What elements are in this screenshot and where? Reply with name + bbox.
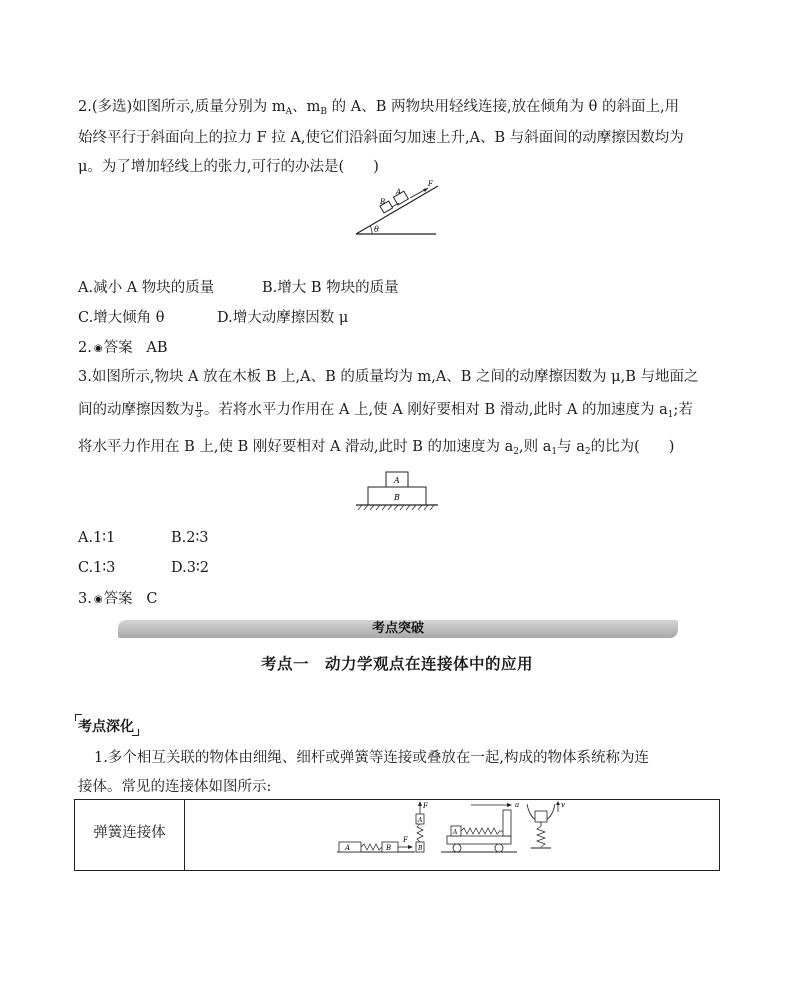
paragraph-line2: 接体。常见的连接体如图所示:: [78, 779, 272, 795]
banner-text: 考点突破: [371, 621, 424, 636]
q3-stem-line2: 间的动摩擦因数为 $\frac{\mu}{3}$ 。若将水平力作用在 A 上,使 A 刚好要相对 B 滑动,此时 A 的加速度为 $a_1$;若: [78, 400, 693, 420]
q2-option-a: A.减小 A 物块的质量: [78, 280, 215, 296]
svg-text:A: A: [418, 817, 423, 824]
bracket-right-icon: [132, 729, 139, 736]
svg-text:F: F: [403, 836, 408, 844]
paragraph-line1: 1.多个相互关联的物体由细绳、细杆或弹簧等连接或叠放在一起,构成的物体系统称为连: [94, 750, 649, 766]
q3-answer: 3. ◉答案 C: [78, 589, 158, 610]
section-banner: [118, 620, 678, 638]
q3-stem-line1: 3.如图所示,物块 A 放在木板 B 上,A、B 的质量均为 m,A、B 之间的动摩擦因数为 μ,B 与地面之: [78, 369, 699, 385]
svg-text:a: a: [515, 801, 520, 809]
svg-text:A: A: [453, 829, 458, 836]
q2-option-d: D.增大动摩擦因数 μ: [217, 310, 349, 326]
fraction-mu-over-3: $\frac{\mu}{3}$: [196, 400, 202, 420]
svg-text:B: B: [386, 844, 392, 852]
q3-stacked-blocks-figure: [354, 470, 440, 516]
q2-incline-figure: [350, 180, 440, 242]
q3-block-a-label: A: [394, 476, 400, 485]
q3-stem-line3: 将水平力作用在 B 上,使 B 刚好要相对 A 滑动,此时 B 的加速度为 $a_2$,则 $a_1$与 $a_2$的比为( ): [78, 439, 675, 457]
section-title: 考点一 动力学观点在连接体中的应用: [260, 655, 533, 673]
answer-marker-icon: ◉: [93, 343, 103, 354]
svg-text:v: v: [561, 801, 565, 809]
q3-block-b-label: B: [394, 493, 400, 502]
q3-option-b: B.2∶3: [171, 530, 209, 546]
q2-stem-line1: 2.(多选)如图所示,质量分别为 $m_A$、$m_B$ 的 A、B 两物块用轻线连接,放在倾角为 θ 的斜面上,用: [78, 99, 680, 117]
subsection-tag: 考点深化: [78, 716, 134, 736]
svg-text:A: A: [345, 844, 351, 852]
q2-theta-label: θ: [374, 225, 379, 234]
spring-connection-figures: [185, 800, 719, 866]
bracket-left-icon: [75, 714, 82, 721]
table-row: [75, 800, 720, 871]
q2-stem-line2: 始终平行于斜面向上的拉力 F 拉 A,使它们沿斜面匀加速上升,A、B 与斜面间的动摩擦因数均为: [78, 130, 684, 146]
svg-text:F: F: [423, 802, 428, 810]
q3-option-c: C.1∶3: [78, 560, 116, 576]
q2-block-b-label: B: [380, 198, 386, 206]
answer-marker-icon: ◉: [93, 594, 103, 605]
q3-option-d: D.3∶2: [171, 560, 209, 576]
q3-option-a: A.1∶1: [78, 530, 116, 546]
q2-stem-line3: μ。为了增加轻线上的张力,可行的办法是( ): [78, 159, 379, 175]
svg-text:B: B: [418, 845, 423, 852]
q2-force-label: F: [428, 180, 433, 188]
row-figure-cell: [185, 800, 720, 871]
q2-option-b: B.增大 B 物块的质量: [262, 280, 399, 296]
row-label-spring-connection: 弹簧连接体: [75, 800, 185, 871]
q2-option-c: C.增大倾角 θ: [78, 310, 165, 326]
q2-answer: 2. ◉答案 AB: [78, 338, 168, 359]
q2-block-a-label: A: [396, 188, 402, 196]
connection-types-table: [74, 799, 720, 871]
